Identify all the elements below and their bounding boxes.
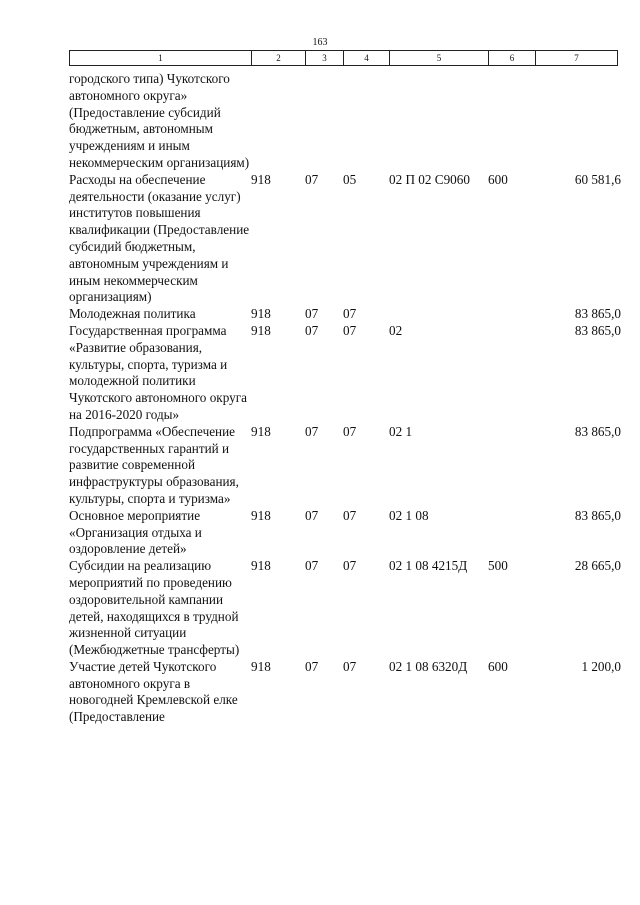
row-section-code: 07 [305, 171, 319, 187]
row-subsection-code: 07 [343, 507, 357, 523]
budget-table-body [69, 71, 629, 726]
row-amount: 83 865,0 [574, 306, 621, 322]
row-target-article: 02 [389, 322, 403, 338]
row-ministry-code: 918 [251, 171, 271, 187]
row-name: Участие детей Чукотского автономного округа в новогодней Кремлевской елке (Предоставление [69, 658, 238, 725]
column-header-3: 3 [306, 51, 344, 66]
row-amount: 60 581,6 [574, 171, 621, 187]
row-target-article: 02 1 08 6320Д [389, 658, 468, 674]
page-number: 163 [312, 37, 328, 48]
row-ministry-code: 918 [251, 322, 271, 338]
row-subsection-code: 07 [343, 306, 357, 322]
column-header-table [69, 50, 618, 66]
column-header-6: 6 [489, 51, 536, 66]
row-ministry-code: 918 [251, 423, 271, 439]
column-header-5: 5 [390, 51, 489, 66]
table-row [69, 306, 629, 323]
row-ministry-code: 918 [251, 658, 271, 674]
column-header-2: 2 [252, 51, 306, 66]
row-section-code: 07 [305, 322, 319, 338]
table-row [69, 508, 629, 558]
row-target-article: 02 1 [389, 423, 413, 439]
row-target-article: 02 1 08 4215Д [389, 558, 468, 574]
row-amount: 83 865,0 [574, 322, 621, 338]
row-subsection-code: 05 [343, 171, 357, 187]
row-name: городского типа) Чукотского автономного округа» (Предоставление субсидий бюджетным, автономным учреждениям и иным некоммерческим организациям) [69, 71, 250, 170]
row-amount: 83 865,0 [574, 423, 621, 439]
row-ministry-code: 918 [251, 507, 271, 523]
row-amount: 28 665,0 [574, 558, 621, 574]
row-target-article: 02 П 02 С9060 [389, 171, 470, 187]
row-amount: 1 200,0 [581, 658, 621, 674]
row-name: Государственная программа «Развитие образования, культуры, спорта, туризма и молодежной политики Чукотского автономного округа на 2016-2020 годы» [69, 322, 247, 422]
column-header-1: 1 [70, 51, 252, 66]
row-name: Молодежная политика [69, 306, 196, 322]
row-section-code: 07 [305, 507, 319, 523]
column-header-4: 4 [344, 51, 390, 66]
column-header-row [70, 51, 618, 66]
row-amount: 83 865,0 [574, 507, 621, 523]
row-name: Основное мероприятие «Организация отдыха и оздоровление детей» [69, 507, 202, 557]
row-expense-type: 600 [488, 171, 508, 187]
table-row [69, 424, 629, 508]
row-subsection-code: 07 [343, 658, 357, 674]
column-header-7: 7 [536, 51, 618, 66]
table-row [69, 558, 629, 659]
table-row [69, 323, 629, 424]
table-row [69, 172, 629, 306]
row-section-code: 07 [305, 658, 319, 674]
row-target-article: 02 1 08 [389, 507, 429, 523]
row-ministry-code: 918 [251, 558, 271, 574]
row-section-code: 07 [305, 306, 319, 322]
table-row [69, 659, 629, 726]
row-name: Подпрограмма «Обеспечение государственных гарантий и развитие современной инфраструктуры образования, культуры, спорта и туризма» [69, 423, 239, 506]
row-expense-type: 600 [488, 658, 508, 674]
row-section-code: 07 [305, 558, 319, 574]
row-name: Расходы на обеспечение деятельности (оказание услуг) институтов повышения квалификации (Предоставление субсидий бюджетным, автономным учреждениям и иным некоммерческим организациям) [69, 171, 250, 305]
row-name: Субсидии на реализацию мероприятий по проведению оздоровительной кампании детей, находящихся в трудной жизненной ситуации (Межбюджетные трансферты) [69, 558, 240, 658]
row-expense-type: 500 [488, 558, 508, 574]
row-subsection-code: 07 [343, 322, 357, 338]
row-subsection-code: 07 [343, 558, 357, 574]
row-section-code: 07 [305, 423, 319, 439]
row-subsection-code: 07 [343, 423, 357, 439]
row-ministry-code: 918 [251, 306, 271, 322]
table-row [69, 71, 629, 172]
